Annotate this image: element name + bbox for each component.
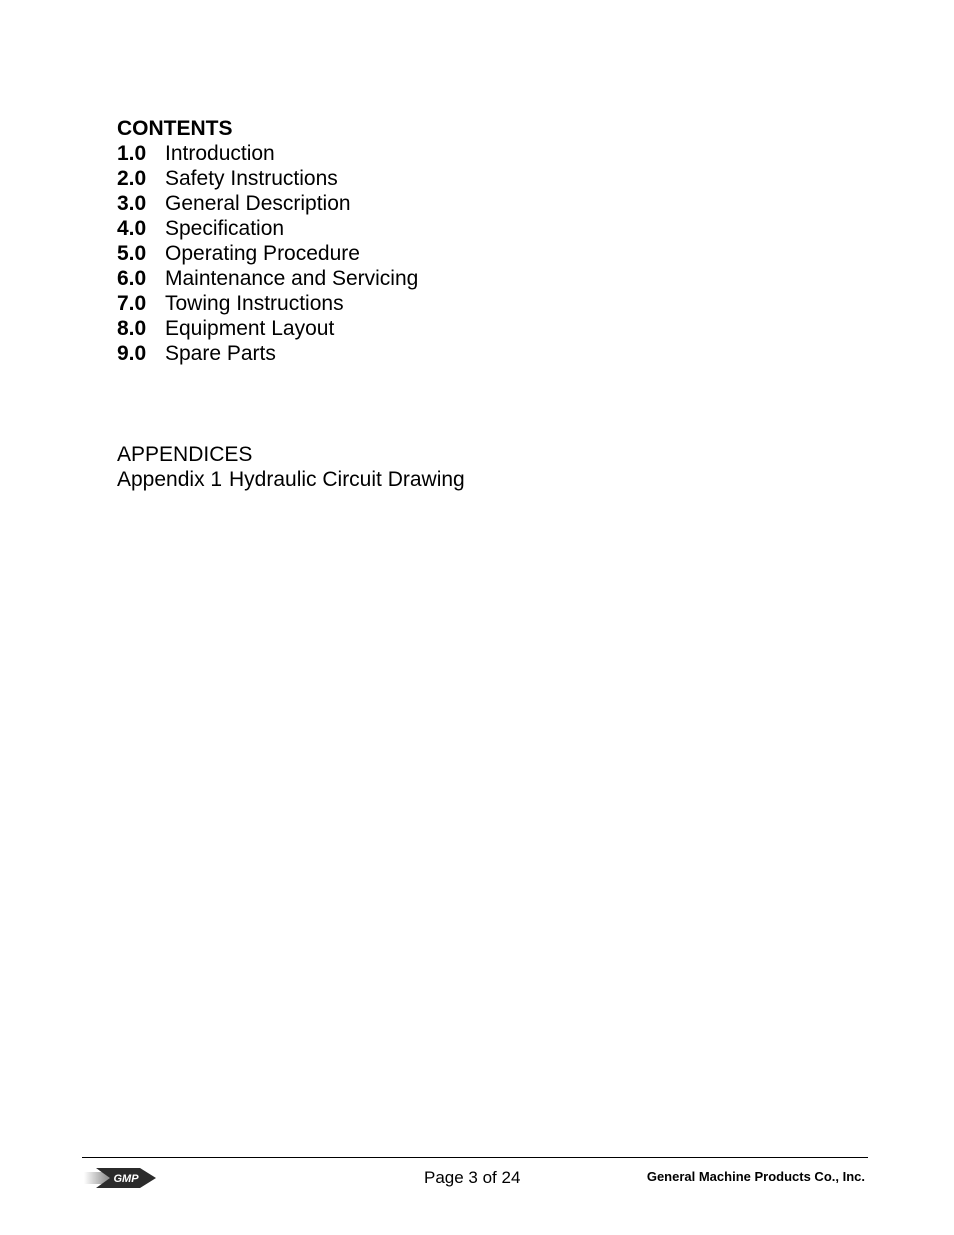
toc-item-title: Spare Parts <box>165 342 276 365</box>
toc-item-number: 8.0 <box>117 317 147 340</box>
toc-item-title: Maintenance and Servicing <box>165 267 419 290</box>
toc-item-title: Introduction <box>165 142 275 165</box>
toc-item-number: 3.0 <box>117 192 147 215</box>
table-of-contents <box>117 141 418 366</box>
toc-item-specification[interactable] <box>117 216 418 241</box>
toc-item-number: 1.0 <box>117 142 147 165</box>
toc-item-title: Equipment Layout <box>165 317 335 340</box>
appendix-item-hydraulic-circuit-drawing[interactable] <box>117 467 465 492</box>
toc-item-number: 7.0 <box>117 292 147 315</box>
toc-item-spare-parts[interactable] <box>117 341 418 366</box>
appendix-label: Appendix 1 <box>117 468 223 491</box>
toc-item-title: Towing Instructions <box>165 292 344 315</box>
toc-item-number: 4.0 <box>117 217 147 240</box>
toc-item-number: 6.0 <box>117 267 147 290</box>
toc-item-number: 9.0 <box>117 342 147 365</box>
toc-item-number: 2.0 <box>117 167 147 190</box>
contents-heading: CONTENTS <box>117 117 233 140</box>
appendices-heading: APPENDICES <box>117 443 253 466</box>
toc-item-general-description[interactable] <box>117 191 418 216</box>
company-name: General Machine Products Co., Inc. <box>646 1169 865 1184</box>
toc-item-operating-procedure[interactable] <box>117 241 418 266</box>
footer-divider <box>82 1157 868 1158</box>
toc-item-title: Specification <box>165 217 285 240</box>
toc-item-number: 5.0 <box>117 242 147 265</box>
logo-text: GMP <box>113 1173 139 1185</box>
toc-item-title: Safety Instructions <box>165 167 338 190</box>
gmp-logo-icon <box>82 1165 158 1191</box>
page-number: Page 3 of 24 <box>424 1168 521 1187</box>
toc-item-introduction[interactable] <box>117 141 418 166</box>
toc-item-title: General Description <box>165 192 351 215</box>
toc-item-towing-instructions[interactable] <box>117 291 418 316</box>
toc-item-safety-instructions[interactable] <box>117 166 418 191</box>
toc-item-maintenance-and-servicing[interactable] <box>117 266 418 291</box>
appendix-title: Hydraulic Circuit Drawing <box>229 468 465 491</box>
toc-item-equipment-layout[interactable] <box>117 316 418 341</box>
toc-item-title: Operating Procedure <box>165 242 360 265</box>
